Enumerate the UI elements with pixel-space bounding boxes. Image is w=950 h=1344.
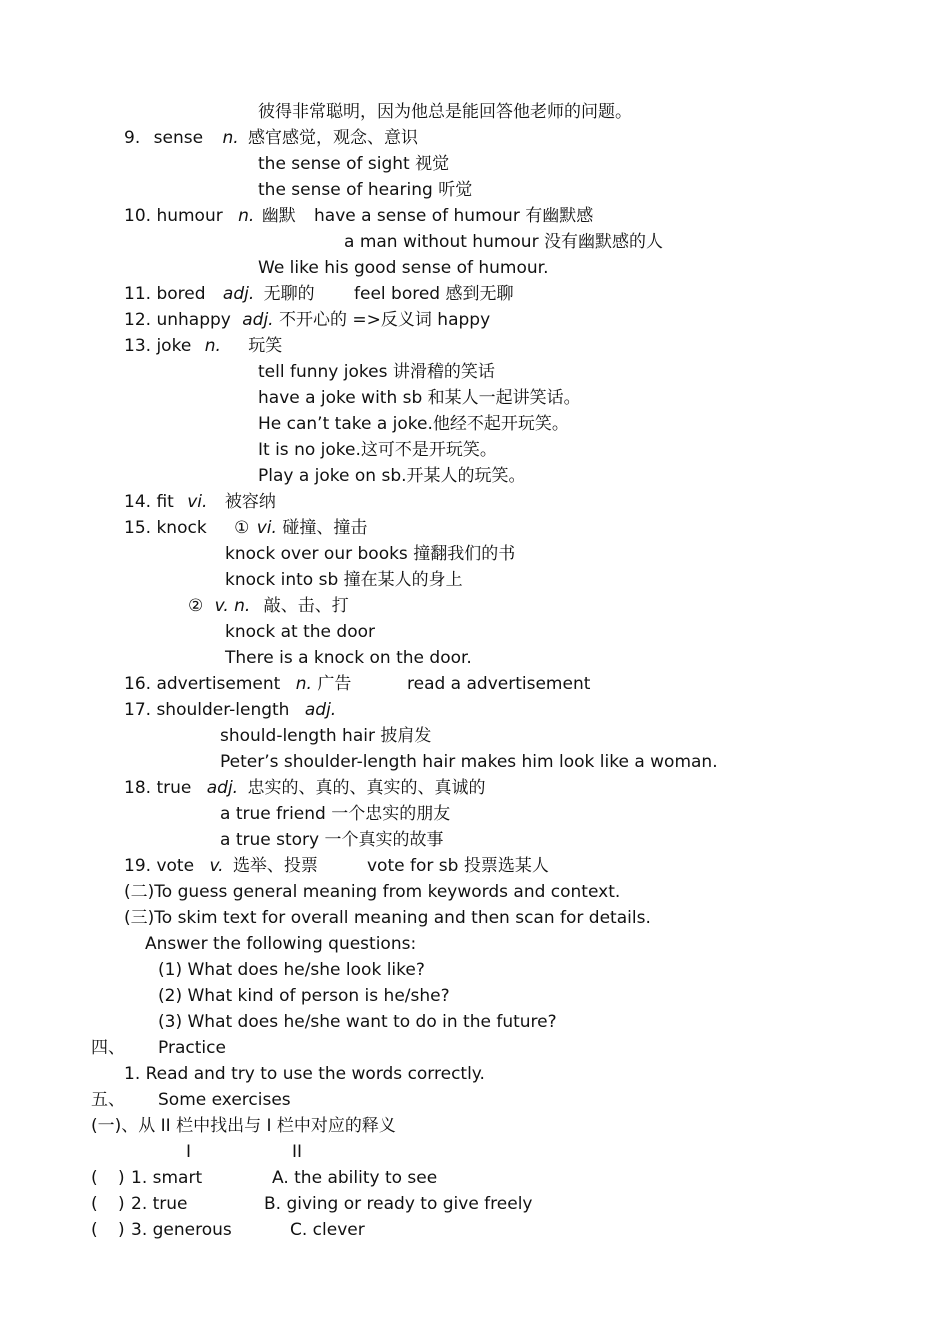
section-number: 五、 bbox=[91, 1090, 125, 1110]
entry-number: 15. bbox=[124, 518, 152, 538]
entry-number: 12. bbox=[124, 310, 152, 330]
text-line: a true story 一个真实的故事 bbox=[220, 830, 444, 850]
entry-definition: 选举、投票 bbox=[232, 856, 318, 876]
question-item: (2) What kind of person is he/she? bbox=[158, 986, 450, 1006]
text-line: 1. Read and try to use the words correctly. bbox=[124, 1064, 485, 1084]
vocab-entry-humour bbox=[124, 205, 296, 227]
text-line: a true friend 一个忠实的朋友 bbox=[220, 804, 451, 824]
text-line: should-length hair 披肩发 bbox=[220, 726, 432, 746]
exercise-paren-open: ( bbox=[91, 1220, 98, 1240]
section-heading: Some exercises bbox=[158, 1090, 291, 1110]
entry-definition: 不开心的 =>反义词 happy bbox=[279, 310, 491, 330]
entry-number: 11. bbox=[124, 284, 152, 304]
section-number: 四、 bbox=[91, 1038, 125, 1058]
vocab-entry-knock bbox=[124, 517, 367, 539]
text-line: Play a joke on sb.开某人的玩笑。 bbox=[258, 466, 526, 486]
entry-definition: 无聊的 bbox=[263, 284, 315, 304]
text-line: have a sense of humour 有幽默感 bbox=[314, 206, 594, 226]
text-line: tell funny jokes 讲滑稽的笑话 bbox=[258, 362, 495, 382]
entry-word: unhappy bbox=[156, 310, 231, 330]
exercise-paren-open: ( bbox=[91, 1194, 98, 1214]
text-line: a man without humour 没有幽默感的人 bbox=[344, 232, 663, 252]
question-item: (3) What does he/she want to do in the future? bbox=[158, 1012, 557, 1032]
section-objective: (三)To skim text for overall meaning and then scan for details. bbox=[124, 908, 651, 928]
column-header-ii: II bbox=[292, 1142, 303, 1162]
text-line: knock into sb 撞在某人的身上 bbox=[225, 570, 463, 590]
exercise-answer-option: B. giving or ready to give freely bbox=[264, 1194, 533, 1214]
entry-definition: 碰撞、撞击 bbox=[282, 518, 368, 538]
entry-word: shoulder-length bbox=[156, 700, 290, 720]
vocab-entry-joke bbox=[124, 335, 282, 357]
vocab-entry-vote bbox=[124, 855, 318, 877]
entry-word: vote bbox=[156, 856, 195, 876]
text-line: We like his good sense of humour. bbox=[258, 258, 549, 278]
questions-heading: Answer the following questions: bbox=[145, 934, 417, 954]
entry-number: 10. bbox=[124, 206, 152, 226]
vocab-entry-unhappy bbox=[124, 309, 490, 331]
text-line: It is no joke.这可不是开玩笑。 bbox=[258, 440, 497, 460]
text-line: knock over our books 撞翻我们的书 bbox=[225, 544, 516, 564]
entry-number: 17. bbox=[124, 700, 152, 720]
column-header-i: I bbox=[186, 1142, 192, 1162]
part-of-speech: adj. bbox=[242, 310, 274, 330]
entry-word: advertisement bbox=[156, 674, 281, 694]
text-line: have a joke with sb 和某人一起讲笑话。 bbox=[258, 388, 581, 408]
text-line: knock at the door bbox=[225, 622, 375, 642]
entry-definition: 玩笑 bbox=[248, 336, 283, 356]
part-of-speech: adj. bbox=[304, 700, 337, 720]
entry-word: humour bbox=[156, 206, 223, 226]
part-of-speech: v. n. bbox=[214, 596, 251, 616]
exercise-answer-option: C. clever bbox=[290, 1220, 365, 1240]
sense-marker: ① bbox=[234, 518, 250, 538]
question-item: (1) What does he/she look like? bbox=[158, 960, 425, 980]
exercise-answer-option: A. the ability to see bbox=[272, 1168, 438, 1188]
entry-definition: 感官感觉，观念、意识 bbox=[248, 128, 419, 148]
sense-marker: ② bbox=[188, 596, 204, 616]
part-of-speech: v. bbox=[209, 856, 224, 876]
part-of-speech: vi. bbox=[187, 492, 208, 512]
entry-word: fit bbox=[156, 492, 174, 512]
part-of-speech: n. bbox=[295, 674, 312, 694]
entry-definition: 忠实的、真的、真实的、真诚的 bbox=[247, 778, 486, 798]
section-heading: Practice bbox=[158, 1038, 226, 1058]
exercise-paren-close: ) bbox=[118, 1194, 125, 1214]
entry-number: 14. bbox=[124, 492, 152, 512]
text-line: There is a knock on the door. bbox=[225, 648, 472, 668]
exercise-item: 3. generous bbox=[131, 1220, 232, 1240]
exercise-instruction: (一)、从 II 栏中找出与 I 栏中对应的释义 bbox=[91, 1116, 396, 1136]
entry-word: true bbox=[156, 778, 192, 798]
vocab-entry-advertisement bbox=[124, 673, 351, 695]
vocab-entry-sense bbox=[124, 127, 418, 149]
text-line: feel bored 感到无聊 bbox=[354, 284, 514, 304]
text-line: Peter’s shoulder-length hair makes him look like a woman. bbox=[220, 752, 718, 772]
exercise-paren-close: ) bbox=[118, 1220, 125, 1240]
entry-word: sense bbox=[153, 128, 204, 148]
exercise-paren-close: ) bbox=[118, 1168, 125, 1188]
part-of-speech: n. bbox=[222, 128, 239, 148]
entry-definition: 被容纳 bbox=[224, 492, 276, 512]
text-line: read a advertisement bbox=[407, 674, 591, 694]
part-of-speech: adj. bbox=[222, 284, 255, 304]
entry-word: knock bbox=[156, 518, 207, 538]
vocab-entry-shoulder-length bbox=[124, 699, 336, 721]
part-of-speech: adj. bbox=[206, 778, 239, 798]
text-line: He can’t take a joke.他经不起开玩笑。 bbox=[258, 414, 569, 434]
part-of-speech: n. bbox=[238, 206, 255, 226]
part-of-speech: vi. bbox=[256, 518, 277, 538]
exercise-item: 1. smart bbox=[131, 1168, 203, 1188]
section-objective: (二)To guess general meaning from keywords and context. bbox=[124, 882, 621, 902]
sense-line bbox=[188, 595, 349, 617]
vocab-entry-true bbox=[124, 777, 486, 799]
entry-word: joke bbox=[156, 336, 192, 356]
part-of-speech: n. bbox=[204, 336, 221, 356]
text-line: the sense of hearing 听觉 bbox=[258, 180, 473, 200]
entry-word: bored bbox=[156, 284, 206, 304]
entry-number: 13. bbox=[124, 336, 152, 356]
entry-number: 16. bbox=[124, 674, 152, 694]
text-line: vote for sb 投票选某人 bbox=[367, 856, 549, 876]
entry-number: 9. bbox=[124, 128, 141, 148]
entry-number: 18. bbox=[124, 778, 152, 798]
entry-definition: 幽默 bbox=[261, 206, 296, 226]
entry-definition: 敲、击、打 bbox=[263, 596, 349, 616]
entry-definition: 广告 bbox=[317, 674, 352, 694]
vocab-entry-fit bbox=[124, 491, 276, 513]
exercise-paren-open: ( bbox=[91, 1168, 98, 1188]
text-line: the sense of sight 视觉 bbox=[258, 154, 450, 174]
text-line: 彼得非常聪明，因为他总是能回答他老师的问题。 bbox=[258, 102, 632, 122]
exercise-item: 2. true bbox=[131, 1194, 188, 1214]
entry-number: 19. bbox=[124, 856, 152, 876]
vocab-entry-bored bbox=[124, 283, 315, 305]
